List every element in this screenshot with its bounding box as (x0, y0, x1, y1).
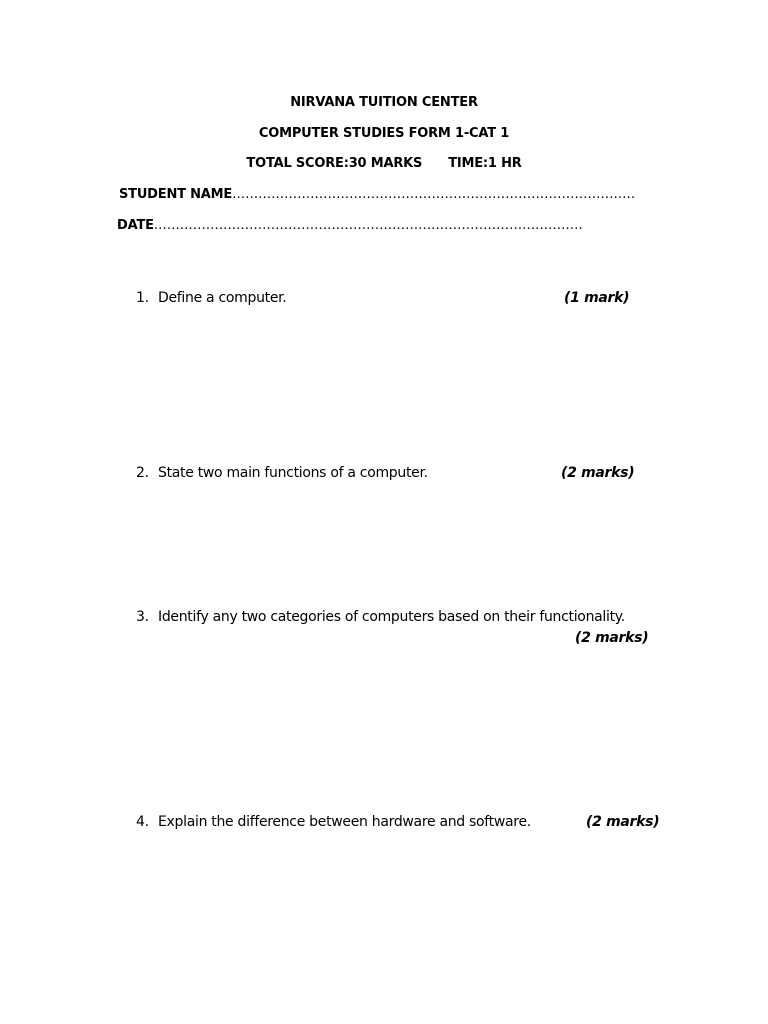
question-number: 3. (136, 609, 149, 625)
question-text: Explain the difference between hardware and software. (158, 814, 531, 830)
exam-subject: COMPUTER STUDIES FORM 1-CAT 1 (258, 126, 510, 141)
question-1-marks: (1 mark) (564, 290, 630, 306)
question-text: Define a computer. (158, 290, 287, 306)
school-title: NIRVANA TUITION CENTER (290, 95, 478, 110)
question-text: Identify any two categories of computers based on their functionality. (158, 609, 625, 625)
student-name-blank: ………………………………………………………………………………… (232, 187, 636, 202)
student-name-field (119, 187, 651, 202)
student-name-label: STUDENT NAME (119, 187, 233, 202)
date-label: DATE (117, 218, 154, 233)
score-time-row (0, 156, 768, 171)
date-field (117, 218, 657, 233)
question-number: 4. (136, 814, 149, 830)
exam-time: TIME:1 HR (448, 156, 522, 171)
question-2-marks: (2 marks) (561, 465, 635, 481)
question-number: 1. (136, 290, 149, 306)
total-score: TOTAL SCORE:30 MARKS (246, 156, 423, 171)
question-text: State two main functions of a computer. (158, 465, 428, 481)
question-4-marks: (2 marks) (586, 814, 660, 830)
question-3-marks: (2 marks) (575, 630, 649, 646)
date-blank: ……………………………………………………………………………………… (153, 218, 583, 233)
question-number: 2. (136, 465, 149, 481)
